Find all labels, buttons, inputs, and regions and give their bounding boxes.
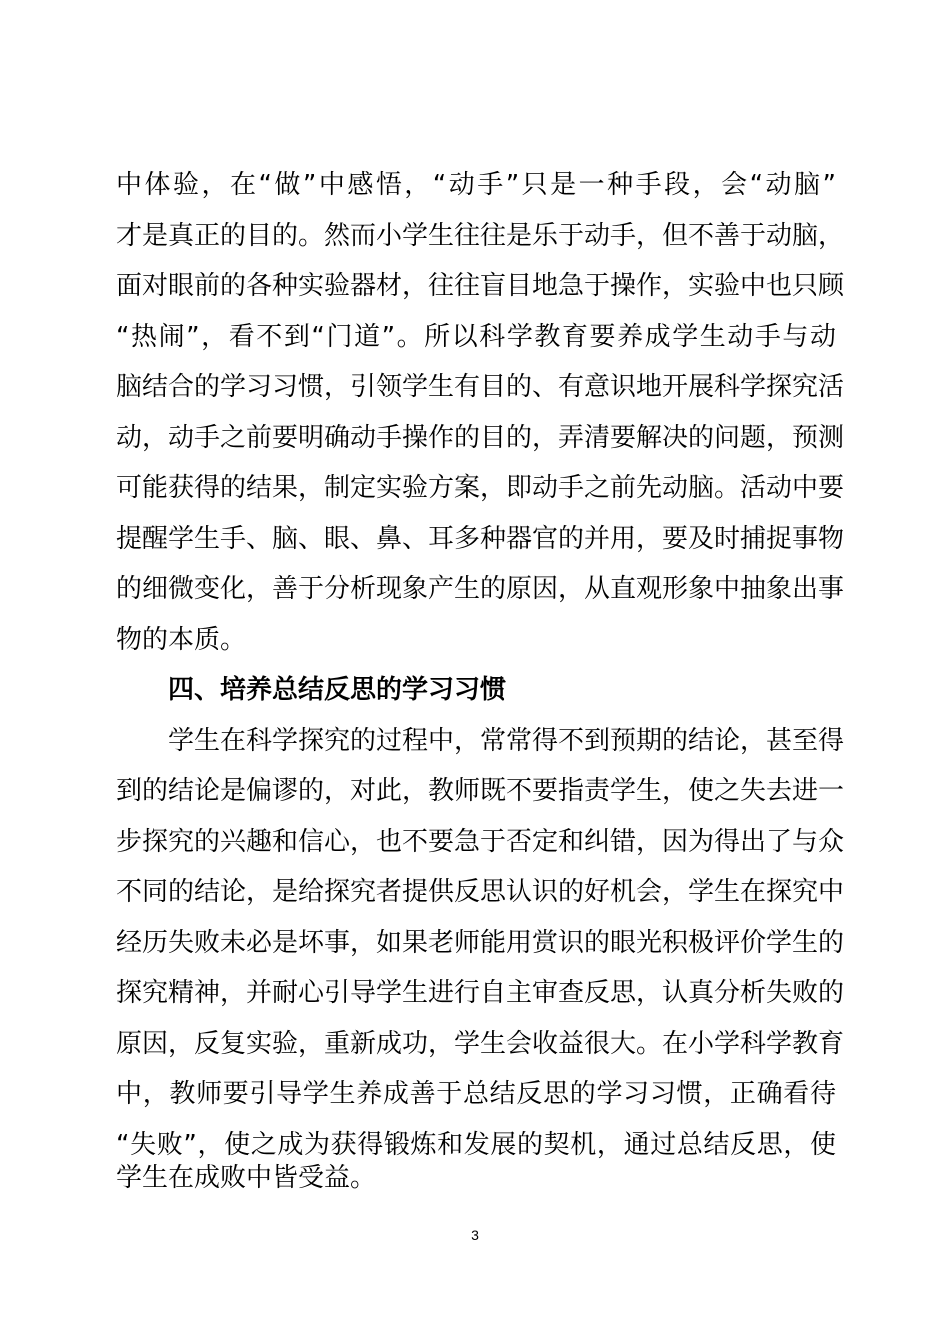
paragraph-line: 才是真正的目的。然而小学生往往是乐于动手，但不善于动脑， (116, 221, 845, 251)
paragraph-line: 步探究的兴趣和信心，也不要急于否定和纠错，因为得出了与众 (116, 827, 845, 857)
paragraph-line: 的细微变化，善于分析现象产生的原因，从直观形象中抽象出事 (116, 574, 845, 604)
paragraph-line: 经历失败未必是坏事，如果老师能用赏识的眼光积极评价学生的 (116, 928, 845, 958)
paragraph-line: 中，教师要引导学生养成善于总结反思的学习习惯，正确看待 (116, 1079, 836, 1109)
paragraph-line: 原因，反复实验，重新成功，学生会收益很大。在小学科学教育 (116, 1029, 845, 1059)
paragraph-line: 学生在科学探究的过程中，常常得不到预期的结论，甚至得 (168, 726, 845, 756)
paragraph-line: 探究精神，并耐心引导学生进行自主审查反思，认真分析失败的 (116, 978, 845, 1008)
paragraph-line: 面对眼前的各种实验器材，往往盲目地急于操作，实验中也只顾 (116, 271, 845, 301)
section-heading: 四、培养总结反思的学习习惯 (168, 675, 507, 705)
paragraph-line: 脑结合的学习习惯，引领学生有目的、有意识地开展科学探究活 (116, 372, 845, 402)
paragraph-line: 可能获得的结果，制定实验方案，即动手之前先动脑。活动中要 (116, 473, 845, 503)
paragraph-line: “热闹”，看不到“门道”。所以科学教育要养成学生动手与动 (116, 322, 836, 352)
paragraph-line: 学生在成败中皆受益。 (116, 1163, 377, 1193)
paragraph-line: 动，动手之前要明确动手操作的目的，弄清要解决的问题，预测 (116, 423, 845, 453)
page-number: 3 (471, 1227, 479, 1243)
paragraph-line: 到的结论是偏谬的，对此，教师既不要指责学生，使之失去进一 (116, 776, 845, 806)
paragraph-line: “失败”，使之成为获得锻炼和发展的契机，通过总结反思，使 (116, 1130, 836, 1160)
paragraph-line: 物的本质。 (116, 625, 247, 655)
paragraph-line: 中体验，在“做”中感悟，“动手”只是一种手段，会“动脑” (116, 170, 836, 200)
paragraph-line: 提醒学生手、脑、眼、鼻、耳多种器官的并用，要及时捕捉事物 (116, 524, 845, 554)
paragraph-line: 不同的结论，是给探究者提供反思认识的好机会，学生在探究中 (116, 877, 845, 907)
